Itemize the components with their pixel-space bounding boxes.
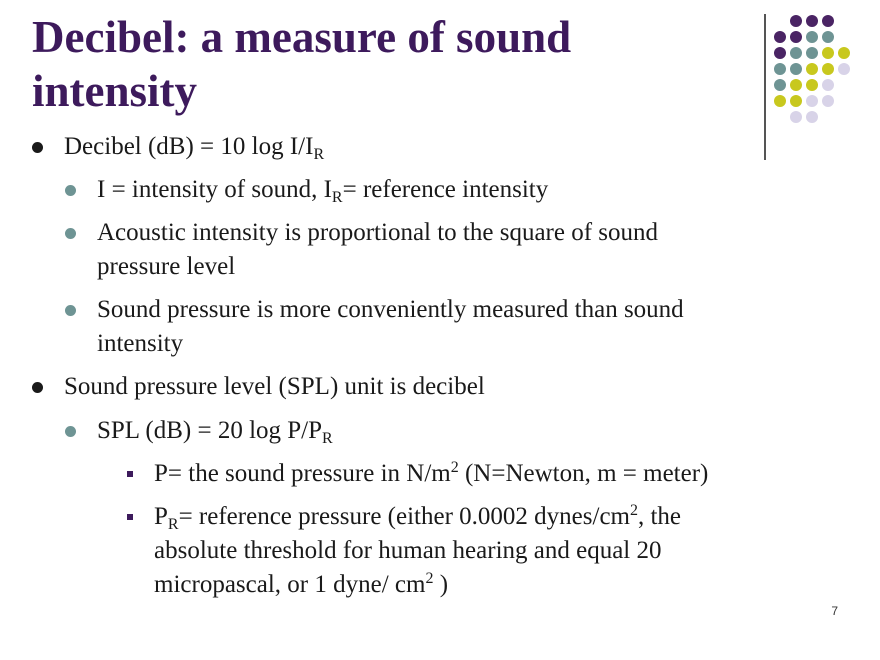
decorative-dot <box>774 31 786 43</box>
decorative-dot <box>790 79 802 91</box>
decorative-dot <box>838 47 850 59</box>
bullet-text: Sound pressure level (SPL) unit is decibel <box>64 373 485 400</box>
bullet-intensity-definition <box>97 173 548 207</box>
bullet-text: Decibel (dB) = 10 log I/I <box>64 133 314 160</box>
decorative-dot <box>806 63 818 75</box>
bullet-text: I = intensity of sound, I <box>97 176 332 203</box>
superscript: 2 <box>629 502 638 519</box>
decorative-dot <box>806 47 818 59</box>
bullet-acoustic-intensity <box>97 216 658 284</box>
decorative-dot <box>806 79 818 91</box>
decorative-dot <box>822 15 834 27</box>
subscript: R <box>322 430 333 447</box>
superscript: 2 <box>450 459 459 476</box>
decorative-dot <box>806 95 818 107</box>
decorative-dot <box>838 63 850 75</box>
bullet-marker <box>65 426 76 437</box>
bullet-spl-unit <box>64 370 485 404</box>
title-divider-line <box>764 14 766 160</box>
bullet-marker <box>32 382 43 393</box>
bullet-text: P= the sound pressure in N/m <box>154 460 451 487</box>
decorative-dot <box>790 47 802 59</box>
bullet-text-line-2: absolute threshold for human hearing and equal 20 <box>154 537 662 564</box>
decorative-dot <box>822 63 834 75</box>
bullet-sound-pressure-measurement <box>97 293 684 361</box>
decorative-dot <box>790 95 802 107</box>
bullet-marker <box>65 228 76 239</box>
bullet-pressure-definition <box>154 457 708 491</box>
decorative-dot <box>790 31 802 43</box>
bullet-text-line-3 <box>154 568 681 602</box>
decorative-dot <box>822 79 834 91</box>
decorative-dot <box>822 31 834 43</box>
bullet-marker <box>127 514 133 520</box>
bullet-marker <box>32 142 43 153</box>
bullet-text: micropascal, or 1 dyne/ cm <box>154 571 426 598</box>
bullet-text: , the <box>637 503 682 530</box>
decorative-dot <box>822 95 834 107</box>
decorative-dot <box>806 111 818 123</box>
superscript: 2 <box>425 570 434 587</box>
slide-title: Decibel: a measure of sound intensity <box>32 12 572 116</box>
bullet-text: P <box>154 503 168 530</box>
bullet-text-line-2: intensity <box>97 330 184 357</box>
bullet-text: ) <box>433 571 449 598</box>
bullet-text-line-1: Acoustic intensity is proportional to the square of sound <box>97 219 659 246</box>
page-number: 7 <box>831 604 838 618</box>
bullet-text-line-1: Sound pressure is more conveniently measured than sound <box>97 296 684 323</box>
decorative-dot <box>806 31 818 43</box>
bullet-text-line-2: pressure level <box>97 253 236 280</box>
decorative-dot <box>774 47 786 59</box>
bullet-text-line-1 <box>154 500 681 534</box>
subscript: R <box>167 516 179 533</box>
decorative-dot <box>790 111 802 123</box>
decorative-dot <box>774 95 786 107</box>
bullet-marker <box>65 305 76 316</box>
bullet-text: SPL (dB) = 20 log P/P <box>97 417 323 444</box>
bullet-decibel-formula <box>64 130 324 164</box>
subscript: R <box>313 146 325 163</box>
bullet-spl-formula <box>97 414 333 448</box>
bullet-text: (N=Newton, m = meter) <box>458 460 709 487</box>
decorative-dot <box>774 79 786 91</box>
decorative-dot <box>790 15 802 27</box>
bullet-text: = reference intensity <box>342 176 549 203</box>
decorative-dot <box>806 15 818 27</box>
bullet-marker <box>127 471 133 477</box>
subscript: R <box>331 189 343 206</box>
bullet-marker <box>65 185 76 196</box>
decorative-dot <box>774 63 786 75</box>
bullet-text: = reference pressure (either 0.0002 dynes/cm <box>178 503 630 530</box>
decorative-dot <box>790 63 802 75</box>
decorative-dot <box>822 47 834 59</box>
bullet-reference-pressure <box>154 500 681 602</box>
